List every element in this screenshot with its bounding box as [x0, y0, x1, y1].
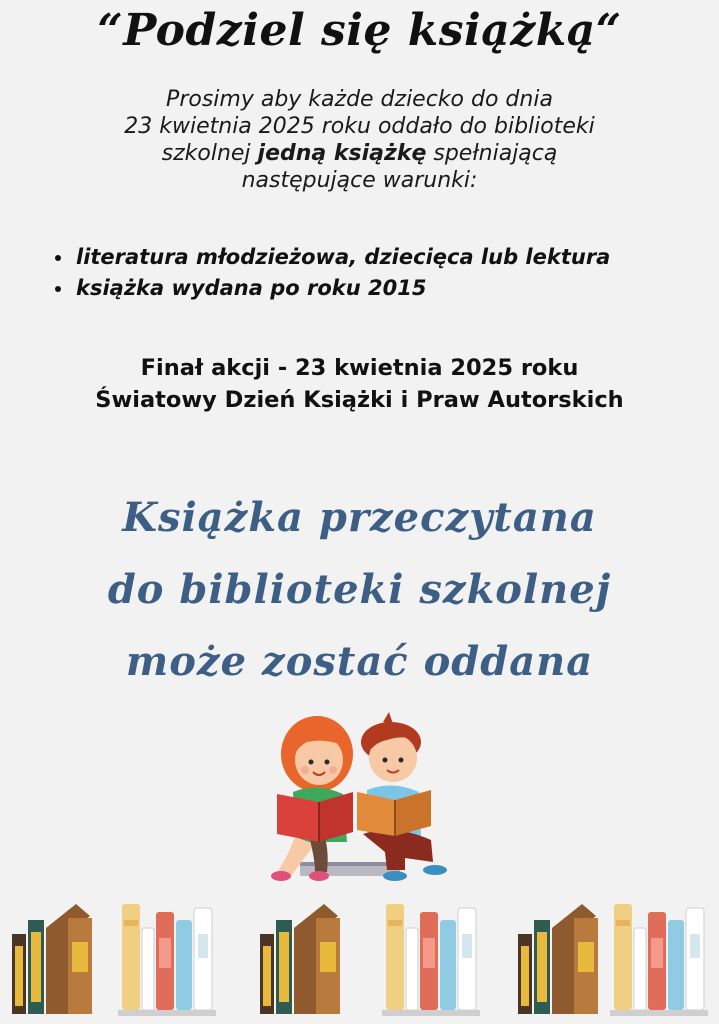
intro-emphasis: jedną książkę	[257, 141, 427, 166]
children-reading-illustration	[255, 712, 460, 892]
slogan-line-1: Książka przeczytana	[122, 494, 597, 541]
finale-text	[0, 352, 719, 416]
intro-line-1: Prosimy aby każde dziecko do dnia	[166, 87, 553, 112]
brown-books-stack-icon	[516, 898, 602, 1018]
intro-line-2: 23 kwietnia 2025 roku oddało do biblioteki	[124, 114, 595, 139]
slogan	[0, 482, 719, 698]
intro-line-4: następujące warunki:	[241, 168, 478, 193]
intro-line-3-start: szkolnej	[161, 141, 258, 166]
brown-books-stack-icon	[258, 898, 344, 1018]
pastel-books-stack-icon	[610, 898, 708, 1018]
intro-text	[40, 86, 679, 194]
conditions-list	[50, 242, 719, 304]
pastel-books-stack-icon	[382, 898, 480, 1018]
slogan-line-2: do biblioteki szkolnej	[107, 566, 612, 613]
slogan-line-3: może zostać oddana	[125, 638, 594, 685]
poster-title: “Podziel się książką“	[97, 5, 622, 56]
condition-item: • książka wydana po roku 2015	[74, 273, 719, 304]
brown-books-stack-icon	[10, 898, 96, 1018]
finale-line-1: Finał akcji - 23 kwietnia 2025 roku	[140, 355, 579, 381]
intro-line-3-end: spełniającą	[426, 141, 558, 166]
condition-item: • literatura młodzieżowa, dziecięca lub lektura	[74, 242, 719, 273]
finale-line-2: Światowy Dzień Książki i Praw Autorskich	[95, 387, 624, 413]
pastel-books-stack-icon	[118, 898, 216, 1018]
